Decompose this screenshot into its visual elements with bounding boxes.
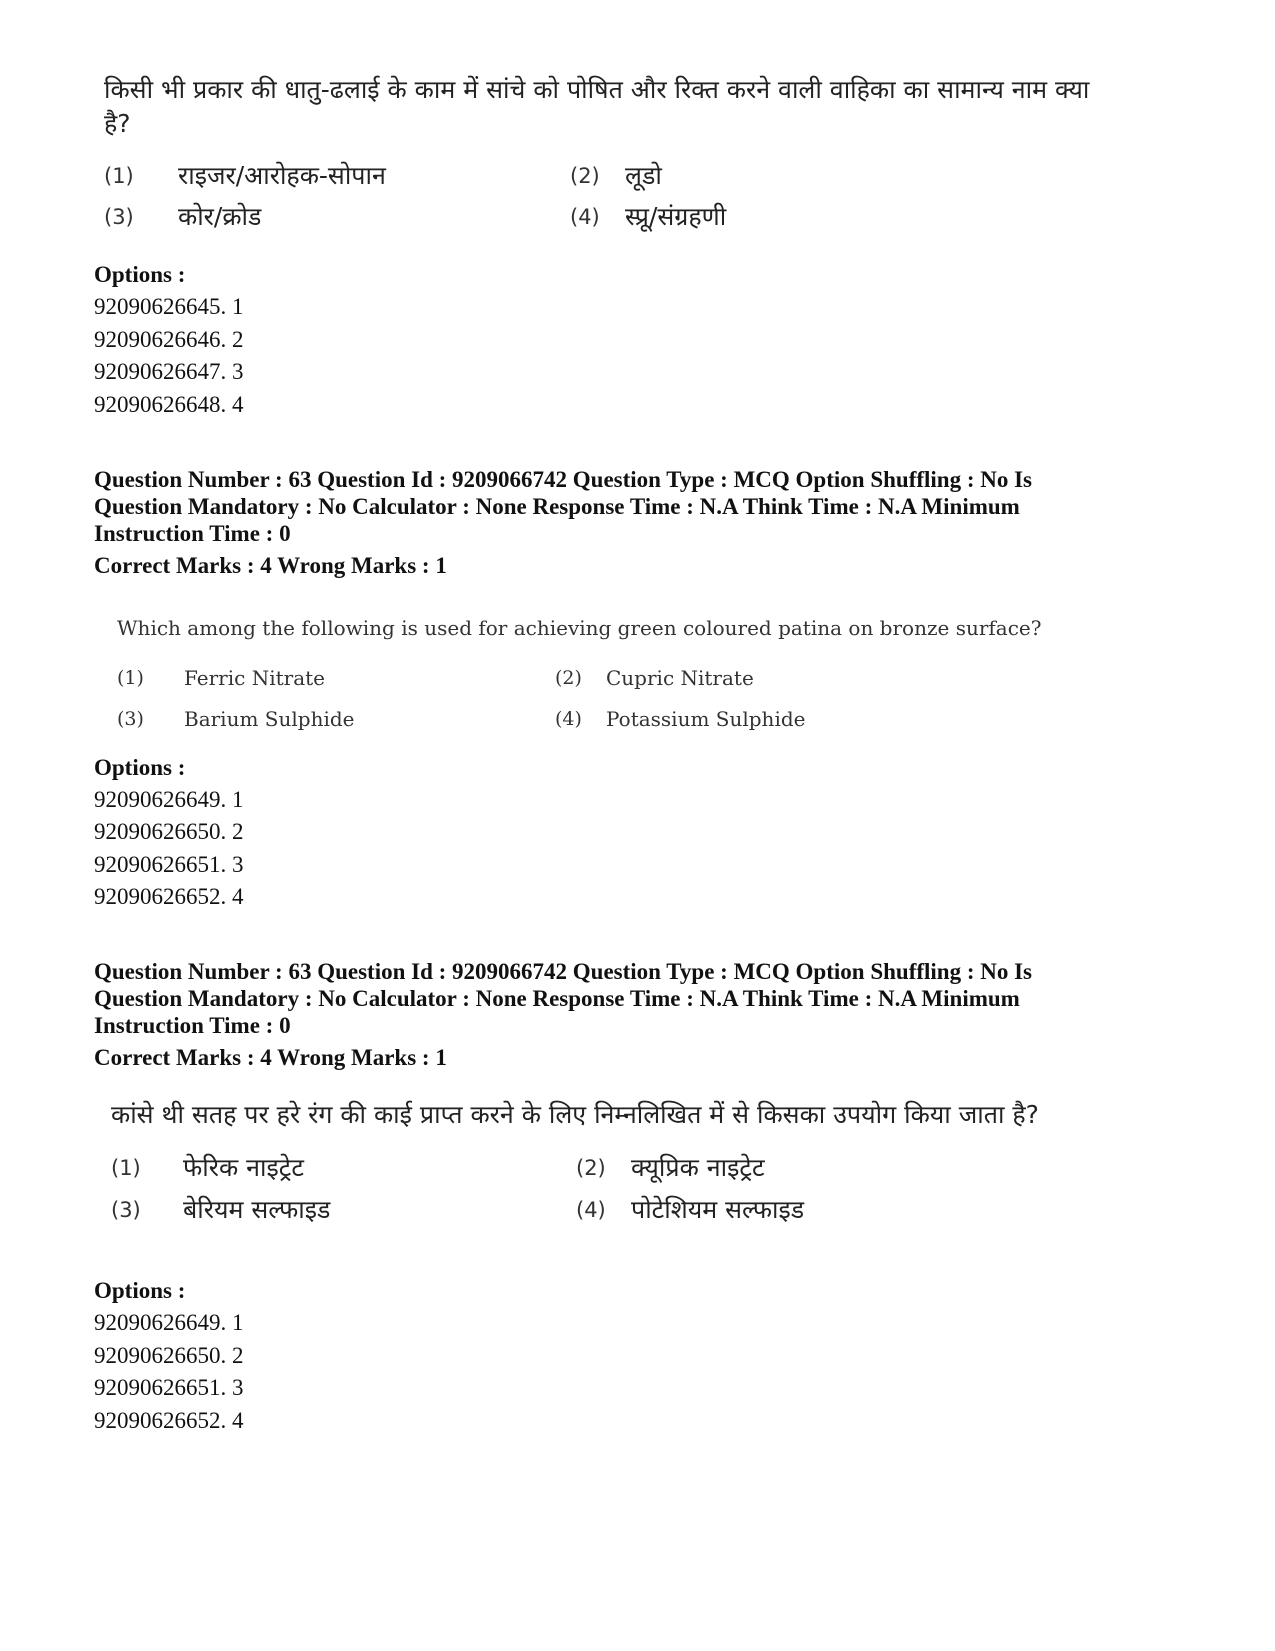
choice-number: (1) [117, 667, 144, 689]
question-meta-line: Question Mandatory : No Calculator : None Response Time : N.A Think Time : N.A Minimum [94, 986, 1020, 1011]
options-label: Options : [94, 755, 186, 780]
choice-text: क्यूप्रिक नाइट्रेट [631, 1153, 765, 1182]
choice-text: Ferric Nitrate [184, 666, 325, 690]
choice-text: Barium Sulphide [184, 707, 355, 731]
option-line: 92090626648. 4 [94, 392, 244, 417]
choice-text: Cupric Nitrate [606, 666, 754, 690]
choice-text: कोर/क्रोड [178, 202, 262, 231]
option-line: 92090626650. 2 [94, 819, 244, 844]
choice-number: (2) [570, 164, 600, 188]
choice-number: (1) [104, 164, 134, 188]
question-meta-line: Instruction Time : 0 [94, 1013, 291, 1038]
option-line: 92090626649. 1 [94, 787, 244, 812]
option-line: 92090626651. 3 [94, 852, 244, 877]
option-line: 92090626650. 2 [94, 1343, 244, 1368]
choice-text: लूडो [625, 161, 662, 190]
choice-number: (3) [111, 1198, 141, 1222]
option-line: 92090626652. 4 [94, 884, 244, 909]
options-label: Options : [94, 1278, 186, 1303]
choice-text: बेरियम सल्फाइड [183, 1195, 331, 1224]
choice-text: राइजर/आरोहक-सोपान [178, 161, 386, 190]
choice-number: (1) [111, 1156, 141, 1180]
option-line: 92090626646. 2 [94, 327, 244, 352]
question-text: कांसे थी सतह पर हरे रंग की काई प्राप्त करने के लिए निम्नलिखित में से किसका उपयोग किया जाता है? [111, 1100, 1039, 1129]
choice-number: (4) [576, 1198, 606, 1222]
question-text: किसी भी प्रकार की धातु-ढलाई के काम में सांचे को पोषित और रिक्त करने वाली वाहिका का सामान्य नाम क्या है? [104, 75, 1090, 138]
choice-number: (3) [104, 205, 134, 229]
marks-line: Correct Marks : 4 Wrong Marks : 1 [94, 553, 447, 578]
question-meta-line: Instruction Time : 0 [94, 521, 291, 546]
question-meta-line: Question Number : 63 Question Id : 9209066742 Question Type : MCQ Option Shuffling : No Is [94, 467, 1033, 492]
option-line: 92090626651. 3 [94, 1375, 244, 1400]
choice-number: (4) [570, 205, 600, 229]
choice-number: (4) [555, 708, 582, 730]
option-line: 92090626652. 4 [94, 1408, 244, 1433]
choice-number: (2) [555, 667, 582, 689]
option-line: 92090626647. 3 [94, 359, 244, 384]
choice-text: पोटेशियम सल्फाइड [631, 1195, 805, 1224]
choice-number: (2) [576, 1156, 606, 1180]
choice-text: Potassium Sulphide [606, 707, 806, 731]
question-meta-line: Question Number : 63 Question Id : 9209066742 Question Type : MCQ Option Shuffling : No Is [94, 959, 1033, 984]
question-meta-line: Question Mandatory : No Calculator : None Response Time : N.A Think Time : N.A Minimum [94, 494, 1020, 519]
option-line: 92090626645. 1 [94, 294, 244, 319]
option-line: 92090626649. 1 [94, 1310, 244, 1335]
question-text: Which among the following is used for achieving green coloured patina on bronze surface? [117, 616, 1042, 640]
choice-text: फेरिक नाइट्रेट [183, 1153, 304, 1182]
choice-number: (3) [117, 708, 144, 730]
marks-line: Correct Marks : 4 Wrong Marks : 1 [94, 1045, 447, 1070]
options-label: Options : [94, 262, 186, 287]
choice-text: स्प्रू/संग्रहणी [625, 202, 727, 231]
